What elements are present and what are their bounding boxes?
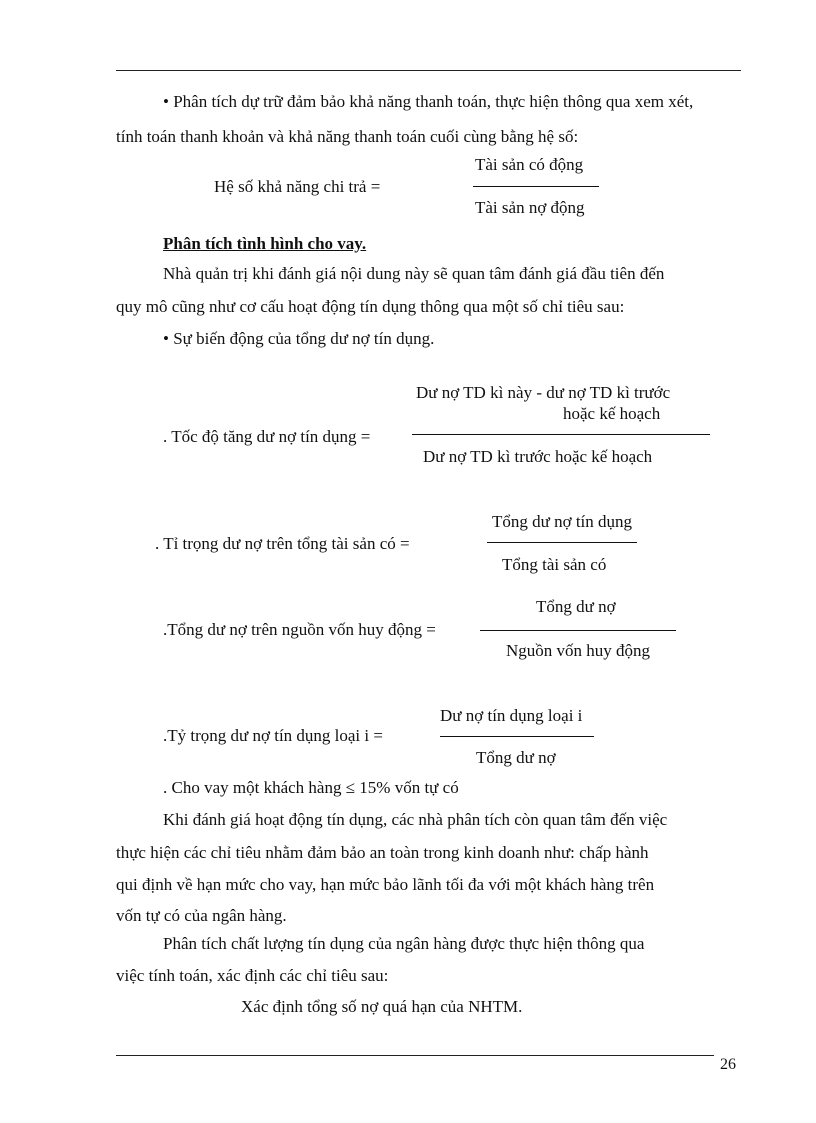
para-1-line-2: quy mô cũng như cơ cấu hoạt động tín dụng thông qua một số chỉ tiêu sau: xyxy=(116,297,625,316)
para-2-line-4: vốn tự có của ngân hàng. xyxy=(116,906,287,925)
formula-2-numerator-line-2: hoặc kế hoạch xyxy=(563,404,661,423)
formula-4-denominator: Nguồn vốn huy động xyxy=(506,641,651,660)
intro-line-1: • Phân tích dự trữ đảm bảo khả năng thanh toán, thực hiện thông qua xem xét, xyxy=(163,92,694,111)
formula-2-label: . Tốc độ tăng dư nợ tín dụng = xyxy=(163,427,371,446)
formula-4-fraction-bar xyxy=(480,630,676,631)
formula-1-fraction-bar xyxy=(473,186,599,187)
para-3-line-1: Phân tích chất lượng tín dụng của ngân hàng được thực hiện thông qua xyxy=(163,934,645,953)
formula-3-numerator: Tổng dư nợ tín dụng xyxy=(492,512,633,531)
page-number: 26 xyxy=(720,1056,736,1073)
formula-1-numerator: Tài sản có động xyxy=(475,155,584,174)
overdue-line: Xác định tổng số nợ quá hạn của NHTM. xyxy=(241,997,523,1016)
intro-line-2: tính toán thanh khoản và khả năng thanh toán cuối cùng bằng hệ số: xyxy=(116,127,579,146)
para-3-line-2: việc tính toán, xác định các chỉ tiêu sau: xyxy=(116,966,389,985)
para-2-line-2: thực hiện các chỉ tiêu nhằm đảm bảo an toàn trong kinh doanh như: chấp hành xyxy=(116,843,649,862)
formula-3-fraction-bar xyxy=(487,542,637,543)
formula-1-denominator: Tài sản nợ động xyxy=(475,198,585,217)
para-1-line-1: Nhà quản trị khi đánh giá nội dung này sẽ quan tâm đánh giá đầu tiên đến xyxy=(163,264,665,283)
footer-rule xyxy=(116,1055,714,1056)
bullet-change: • Sự biến động của tổng dư nợ tín dụng. xyxy=(163,329,435,348)
formula-3-denominator: Tổng tài sản có xyxy=(502,555,607,574)
formula-2-fraction-bar xyxy=(412,434,710,435)
formula-5-denominator: Tổng dư nợ xyxy=(476,748,556,767)
para-2-line-1: Khi đánh giá hoạt động tín dụng, các nhà phân tích còn quan tâm đến việc xyxy=(163,810,668,829)
formula-1-label: Hệ số khả năng chi trả = xyxy=(214,177,381,196)
formula-3-label: . Tỉ trọng dư nợ trên tổng tài sản có = xyxy=(155,534,410,553)
section-heading: Phân tích tình hình cho vay. xyxy=(163,234,367,253)
formula-5-fraction-bar xyxy=(440,736,594,737)
formula-2-numerator-line-1: Dư nợ TD kì này - dư nợ TD kì trước xyxy=(416,383,671,402)
formula-5-label: .Tỷ trọng dư nợ tín dụng loại i = xyxy=(163,726,383,745)
formula-4-numerator: Tổng dư nợ xyxy=(536,597,616,616)
para-2-line-3: qui định về hạn mức cho vay, hạn mức bảo lãnh tối đa với một khách hàng trên xyxy=(116,875,655,894)
formula-5-numerator: Dư nợ tín dụng loại i xyxy=(440,706,583,725)
formula-4-label: .Tổng dư nợ trên nguồn vốn huy động = xyxy=(163,620,436,639)
header-rule xyxy=(116,70,741,71)
loan-limit: . Cho vay một khách hàng ≤ 15% vốn tự có xyxy=(163,778,459,797)
formula-2-denominator: Dư nợ TD kì trước hoặc kế hoạch xyxy=(423,447,653,466)
